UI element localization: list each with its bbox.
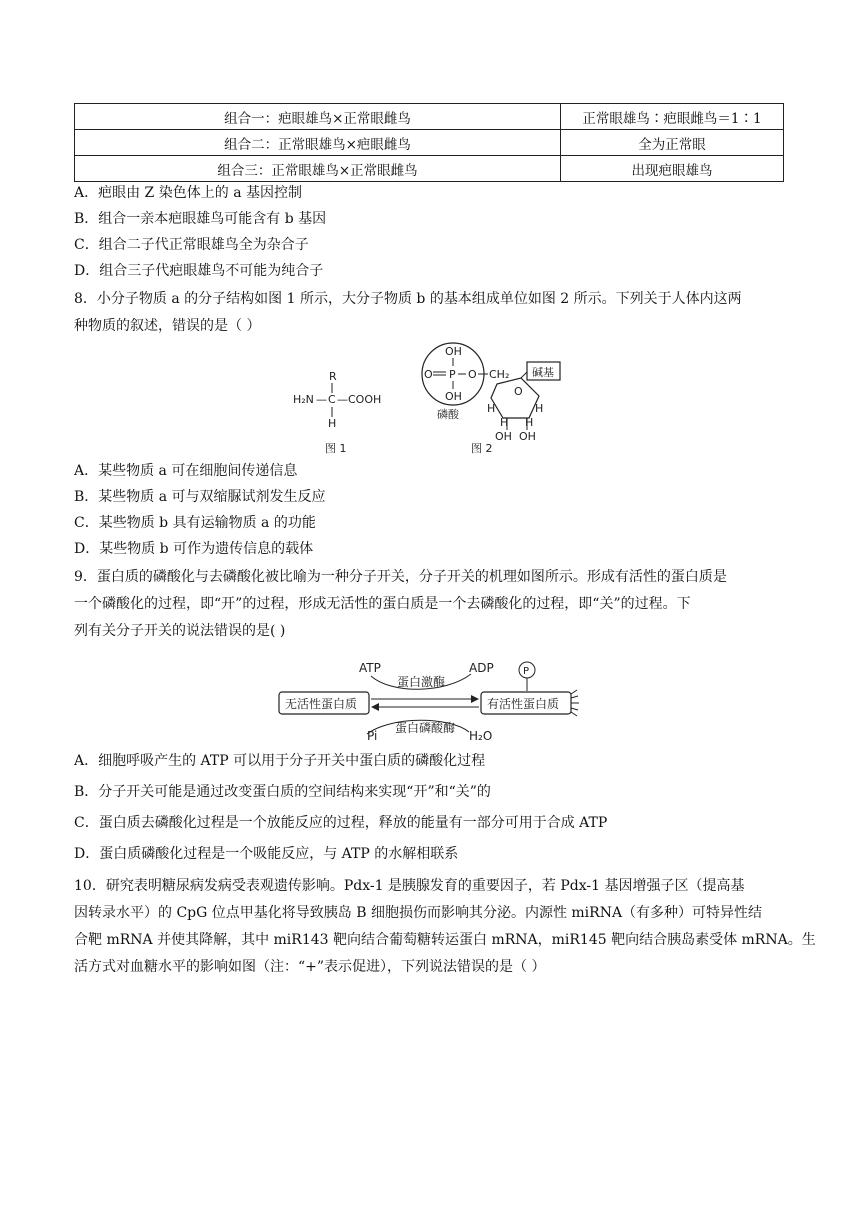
p-circle-label: P [523, 666, 530, 677]
aa-r-label: R [329, 370, 337, 383]
adp-label: ADP [469, 661, 494, 675]
q10-stem-line: 活方式对血糖水平的影响如图（注：“+”表示促进），下列说法错误的是（ ） [74, 959, 546, 975]
table-row [75, 130, 784, 156]
pi-label: Pi [367, 729, 378, 742]
q9-stem-line: 一个磷酸化的过程，即“开”的过程，形成无活性的蛋白质是一个去磷酸化的过程，即“关”的过程。下 [74, 596, 691, 612]
table-cell-result: 全为正常眼 [561, 130, 784, 156]
q9-stem-line: 9．蛋白质的磷酸化与去磷酸化被比喻为一种分子开关，分子开关的机理如图所示。形成有活性的蛋白质是 [74, 569, 727, 585]
q9-option-a: A．细胞呼吸产生的 ATP 可以用于分子开关中蛋白质的磷酸化过程 [74, 753, 486, 769]
phosphate-label: 磷酸 [437, 408, 459, 421]
cross-result-table [74, 103, 784, 182]
table-cell-cross: 组合一：疤眼雄鸟×正常眼雌鸟 [75, 104, 561, 130]
ring-h: H [535, 402, 544, 415]
q10-stem-line: 因转录水平）的 CpG 位点甲基化将导致胰岛 B 细胞损伤而影响其分泌。内源性 miRNA（有多种）可特异性结 [74, 905, 763, 921]
q7-option-a: A．疤眼由 Z 染色体上的 a 基因控制 [74, 185, 302, 201]
ring-h: H [500, 416, 509, 429]
aa-h-label: H [328, 417, 337, 430]
q8-option-a: A．某些物质 a 可在细胞间传递信息 [74, 463, 298, 479]
q9-stem-line: 列有关分子开关的说法错误的是( ) [74, 623, 286, 639]
fig1-caption: 图 1 [325, 442, 347, 455]
base-label: 碱基 [532, 366, 554, 379]
atp-label: ATP [359, 661, 381, 675]
aa-cooh-label: —COOH [337, 393, 382, 406]
q9-option-c: C．蛋白质去磷酸化过程是一个放能反应的过程，释放的能量有一部分可用于合成 ATP [74, 815, 608, 831]
ring-o: O [514, 385, 523, 398]
phosphate-o-left: O [424, 368, 433, 381]
q8-option-c: C．某些物质 b 具有运输物质 a 的功能 [74, 515, 316, 531]
aa-c-label: C [328, 393, 336, 406]
table-cell-cross: 组合二：正常眼雄鸟×疤眼雌鸟 [75, 130, 561, 156]
q9-figure [275, 656, 585, 746]
inactive-protein-label: 无活性蛋白质 [285, 697, 358, 711]
q7-option-b: B．组合一亲本疤眼雄鸟可能含有 b 基因 [74, 211, 327, 227]
phosphate-p: P [449, 368, 456, 381]
phosphate-oh-bottom: OH [445, 390, 462, 403]
q10-stem-line: 10．研究表明糖尿病发病受表观遗传影响。Pdx-1 是胰腺发育的重要因子，若 Pdx-1 基因增强子区（提高基 [74, 878, 745, 894]
ring-h: H [487, 402, 496, 415]
phosphate-o-right: O [468, 368, 477, 381]
kinase-label: 蛋白激酶 [397, 675, 446, 689]
phosphatase-label: 蛋白磷酸酶 [395, 721, 456, 735]
amino-acid-structure [293, 370, 381, 455]
q8-stem-line: 种物质的叙述，错误的是（ ） [74, 318, 261, 334]
aa-dash-label: — [316, 393, 327, 406]
table-cell-result: 出现疤眼雄鸟 [561, 156, 784, 182]
q10-stem-line: 合靶 mRNA 并使其降解，其中 miR143 靶向结合葡萄糖转运蛋白 mRNA，miR145 靶向结合胰岛素受体 mRNA。生 [74, 932, 816, 948]
table-cell-cross: 组合三：正常眼雄鸟×正常眼雌鸟 [75, 156, 561, 182]
q8-figure [285, 340, 565, 464]
ch2-label: CH₂ [489, 368, 510, 381]
q8-option-b: B．某些物质 a 可与双缩脲试剂发生反应 [74, 489, 326, 505]
nucleotide-structure [422, 343, 560, 455]
ring-oh-left: OH [495, 430, 512, 443]
q8-stem-line: 8．小分子物质 a 的分子结构如图 1 所示，大分子物质 b 的基本组成单位如图 2 所示。下列关于人体内这两 [74, 291, 742, 307]
phosphate-oh-top: OH [445, 345, 462, 358]
table-row [75, 156, 784, 182]
aa-h2n-label: H₂N [293, 393, 314, 406]
pentose-ring [491, 378, 539, 418]
q7-option-d: D．组合三子代疤眼雄鸟不可能为纯合子 [74, 263, 324, 279]
ring-h: H [525, 416, 534, 429]
table-row [75, 104, 784, 130]
ring-oh-right: OH [519, 430, 536, 443]
q8-option-d: D．某些物质 b 可作为遗传信息的载体 [74, 541, 314, 557]
q9-option-d: D．蛋白质磷酸化过程是一个吸能反应，与 ATP 的水解相联系 [74, 846, 459, 862]
active-protein-label: 有活性蛋白质 [487, 697, 560, 711]
table-cell-result: 正常眼雄鸟∶疤眼雌鸟＝1∶1 [561, 104, 784, 130]
fig2-caption: 图 2 [471, 442, 493, 455]
q7-option-c: C．组合二子代正常眼雄鸟全为杂合子 [74, 237, 309, 253]
h2o-label: H₂O [469, 729, 493, 742]
q9-option-b: B．分子开关可能是通过改变蛋白质的空间结构来实现“开”和“关”的 [74, 784, 491, 800]
